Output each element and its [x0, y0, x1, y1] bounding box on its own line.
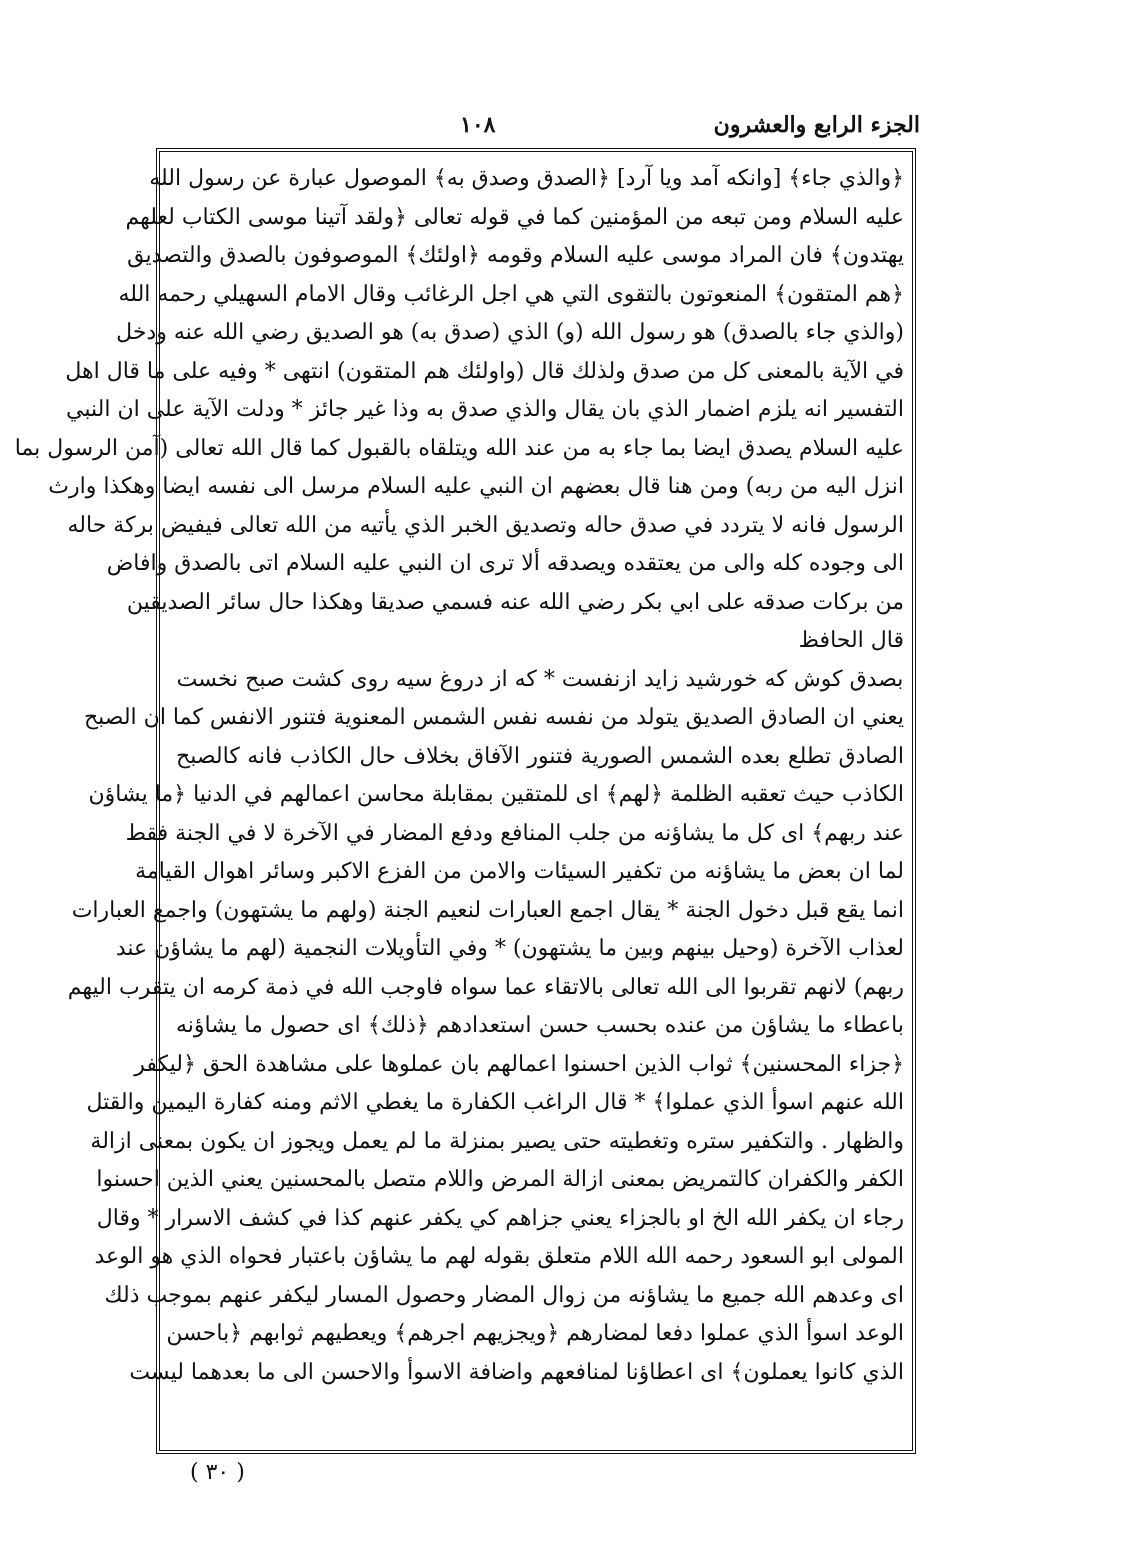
- text-line: الله عنهم اسوأ الذي عملوا﴾ * قال الراغب الكفارة ما يغطي الاثم ومنه كفارة اليمين والقتل: [86, 1090, 904, 1115]
- text-line: لعذاب الآخرة (وحيل بينهم وبين ما يشتهون) * وفي التأويلات النجمية (لهم ما يشاؤن عند: [115, 936, 904, 961]
- text-line: ﴿والذي جاء﴾ [وانكه آمد ويا آرد] ﴿الصدق وصدق به﴾ الموصول عبارة عن رسول الله: [149, 166, 904, 191]
- text-line: انما يقع قبل دخول الجنة * يقال اجمع العبارات لنعيم الجنة (ولهم ما يشتهون) واجمع العبارات: [71, 897, 904, 923]
- text-line: الصادق تطلع بعده الشمس الصورية فتنور الآفاق بخلاف حال الكاذب فانه كالصبح: [176, 743, 904, 769]
- text-line: التفسير انه يلزم اضمار الذي بان يقال والذي صدق به وذا غير جائز * ودلت الآية على ان النبي: [66, 397, 904, 422]
- text-line: يعني ان الصادق الصديق يتولد من نفسه نفس الشمس المعنوية فتنور الانفس كما ان الصبح: [83, 705, 904, 730]
- page-header: [160, 112, 920, 152]
- main-text: [14, 160, 904, 1440]
- text-line: الرسول فانه لا يتردد في صدق حاله وتصديق الخبر الذي يأتيه من الله تعالى فيفيض بركة حاله: [67, 512, 904, 538]
- text-line: الى وجوده كله والى من يعتقده ويصدقه ألا ترى ان النبي عليه السلام اتى بالصدق وافاض: [106, 551, 904, 576]
- text-line: رجاء ان يكفر الله الخ او بالجزاء يعني جزاهم كي يكفر عنهم كذا في كشف الاسرار * وقال: [96, 1205, 904, 1231]
- text-line: لما ان بعض ما يشاؤنه من تكفير السيئات والامن من الفزع الاكبر وسائر اهوال القيامة: [135, 859, 904, 884]
- text-line: الذي كانوا يعملون﴾ اى اعطاؤنا لمنافعهم واضافة الاسوأ والاحسن الى ما بعدهما ليست: [129, 1359, 904, 1385]
- text-line: اى وعدهم الله جميع ما يشاؤنه من زوال المضار وحصول المسار ليكفر عنهم بموجب ذلك: [104, 1282, 904, 1308]
- text-line: والظهار . والتكفير ستره وتغطيته حتى يصير بمنزلة ما لم يعمل ويجوز ان يكون بمعنى ازالة: [90, 1128, 904, 1154]
- text-line: انزل اليه من ربه) ومن هنا قال بعضهم ان النبي عليه السلام مرسل الى نفسه ايضا وهكذا وارث: [48, 474, 904, 499]
- text-line: الوعد اسوأ الذي عملوا دفعا لمضارهم ﴿ويجزيهم اجرهم﴾ ويعطيهم ثوابهم ﴿باحسن: [166, 1321, 904, 1346]
- text-line: ربهم) لانهم تقربوا الى الله تعالى بالاتقاء عما سواه فاوجب الله في ذمة كرمه ان يتقرب اليهم: [67, 974, 904, 1000]
- text-line: من بركات صدقه على ابي بكر رضي الله عنه فسمي صديقا وهكذا حال سائر الصديقين: [126, 589, 904, 615]
- poem-line: بصدق كوش كه خورشيد زايد ازنفست * كه از دروغ سيه روى كشت صبح نخست: [176, 666, 904, 692]
- text-line: قال الحافظ: [798, 628, 904, 653]
- text-line: الكفر والكفران كالتمريض بمعنى ازالة المرض واللام متصل بالمحسنين يعني الذين احسنوا: [96, 1167, 904, 1192]
- text-line: عليه السلام يصدق ايضا بما جاء به من عند الله ويتلقاه بالقبول كما قال الله تعالى (آمن الرسول بما: [14, 435, 904, 461]
- text-line: يهتدون﴾ فان المراد موسى عليه السلام وقومه ﴿اولئك﴾ الموصوفون بالصدق والتصديق: [127, 243, 904, 268]
- page-number: ١٠٨: [460, 112, 496, 138]
- text-line: الكاذب حيث تعقبه الظلمة ﴿لهم﴾ اى للمتقين بمقابلة محاسن اعمالهم في الدنيا ﴿ما يشاؤن: [88, 782, 904, 807]
- text-line: ﴿هم المتقون﴾ المنعوتون بالتقوى التي هي اجل الرغائب وقال الامام السهيلي رحمه الله: [118, 281, 904, 307]
- text-line: عليه السلام ومن تبعه من المؤمنين كما في قوله تعالى ﴿ولقد آتينا موسى الكتاب لعلهم: [125, 204, 904, 230]
- text-line: عند ربهم﴾ اى كل ما يشاؤنه من جلب المنافع ودفع المضار في الآخرة لا في الجنة فقط: [125, 820, 904, 846]
- text-line: ﴿جزاء المحسنين﴾ ثواب الذين احسنوا اعمالهم بان عملوها على مشاهدة الحق ﴿ليكفر: [134, 1051, 904, 1077]
- text-line: باعطاء ما يشاؤن من عنده بحسب حسن استعدادهم ﴿ذلك﴾ اى حصول ما يشاؤنه: [176, 1013, 904, 1038]
- text-line: المولى ابو السعود رحمه الله اللام متعلق بقوله لهم ما يشاؤن باعتبار فحواه الذي هو الوعد: [94, 1244, 904, 1269]
- text-line: (والذي جاء بالصدق) هو رسول الله (و) الذي (صدق به) هو الصديق رضي الله عنه ودخل: [116, 320, 904, 345]
- text-line: في الآية بالمعنى كل من صدق ولذلك قال (واولئك هم المتقون) انتهى * وفيه على ما قال اهل: [65, 358, 904, 384]
- part-title: الجزء الرابع والعشرون: [713, 112, 920, 138]
- signature-mark: ( ٣٠ ): [190, 1460, 245, 1485]
